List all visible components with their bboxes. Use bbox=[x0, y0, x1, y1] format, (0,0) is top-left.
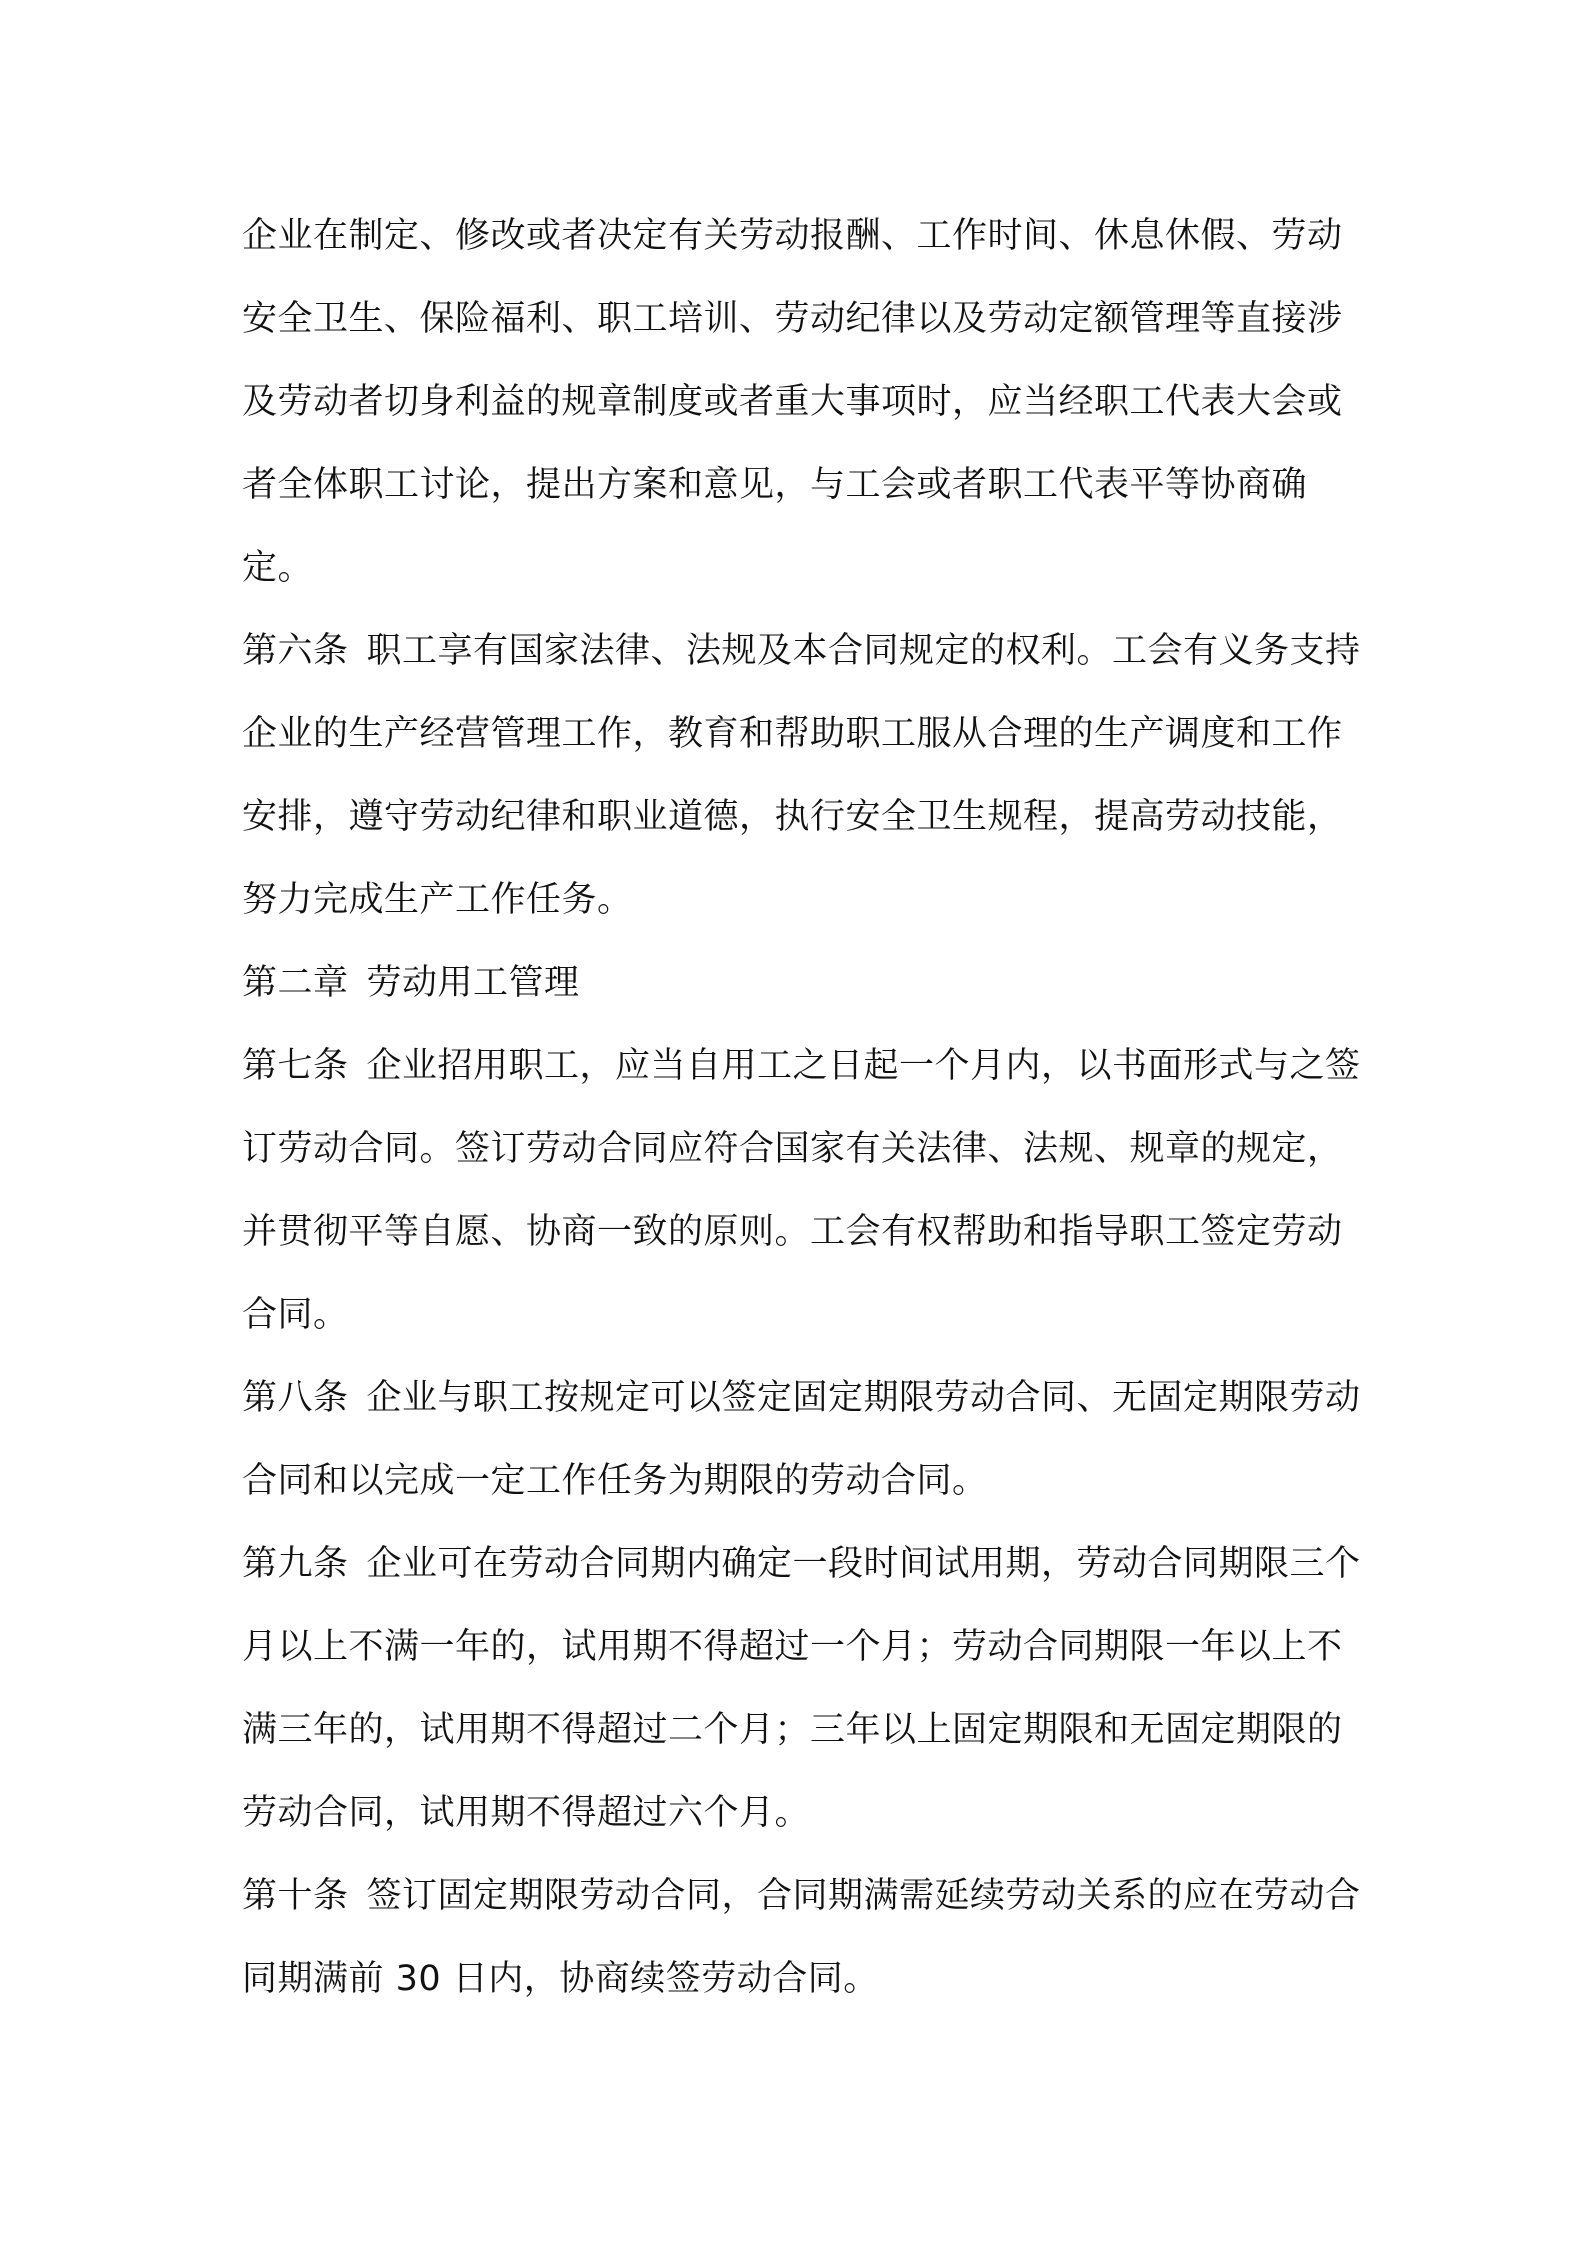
article-8 bbox=[242, 1357, 1362, 1523]
chapter-title: 劳动用工管理 bbox=[366, 963, 580, 1003]
article-6 bbox=[242, 610, 1362, 942]
article-text: 职工享有国家法律、法规及本合同规定的权利。工会有义务支持企业的生产经营管理工作，教育和帮助职工服从合理的生产调度和工作安排，遵守劳动纪律和职业道德，执行安全卫生规程，提高劳动技能，努力完成生产工作任务。 bbox=[242, 631, 1361, 920]
article-text: 签订固定期限劳动合同，合同期满需延续劳动关系的应在劳动合同期满前 30 日内，协商续签劳动合同。 bbox=[242, 1876, 1361, 1999]
chapter-heading bbox=[242, 942, 1362, 1025]
article-10 bbox=[242, 1855, 1362, 2021]
article-text: 企业招用职工，应当自用工之日起一个月内，以书面形式与之签订劳动合同。签订劳动合同应符合国家有关法律、法规、规章的规定，并贯彻平等自愿、协商一致的原则。工会有权帮助和指导职工签定劳动合同。 bbox=[242, 1046, 1361, 1335]
article-label: 第十条 bbox=[242, 1876, 349, 1916]
document-body bbox=[242, 195, 1362, 2021]
article-text: 企业与职工按规定可以签定固定期限劳动合同、无固定期限劳动合同和以完成一定工作任务为期限的劳动合同。 bbox=[242, 1378, 1361, 1501]
article-9 bbox=[242, 1523, 1362, 1855]
article-label: 第六条 bbox=[242, 631, 349, 671]
paragraph-continuation bbox=[242, 195, 1362, 610]
article-7 bbox=[242, 1025, 1362, 1357]
article-label: 第九条 bbox=[242, 1544, 349, 1584]
article-label: 第七条 bbox=[242, 1046, 349, 1086]
chapter-label: 第二章 bbox=[242, 963, 349, 1003]
article-label: 第八条 bbox=[242, 1378, 349, 1418]
article-text: 企业可在劳动合同期内确定一段时间试用期，劳动合同期限三个月以上不满一年的，试用期不得超过一个月；劳动合同期限一年以上不满三年的，试用期不得超过二个月；三年以上固定期限和无固定期限的劳动合同，试用期不得超过六个月。 bbox=[242, 1544, 1361, 1833]
paragraph-text: 企业在制定、修改或者决定有关劳动报酬、工作时间、休息休假、劳动安全卫生、保险福利、职工培训、劳动纪律以及劳动定额管理等直接涉及劳动者切身利益的规章制度或者重大事项时，应当经职工代表大会或者全体职工讨论，提出方案和意见，与工会或者职工代表平等协商确定。 bbox=[242, 216, 1343, 588]
